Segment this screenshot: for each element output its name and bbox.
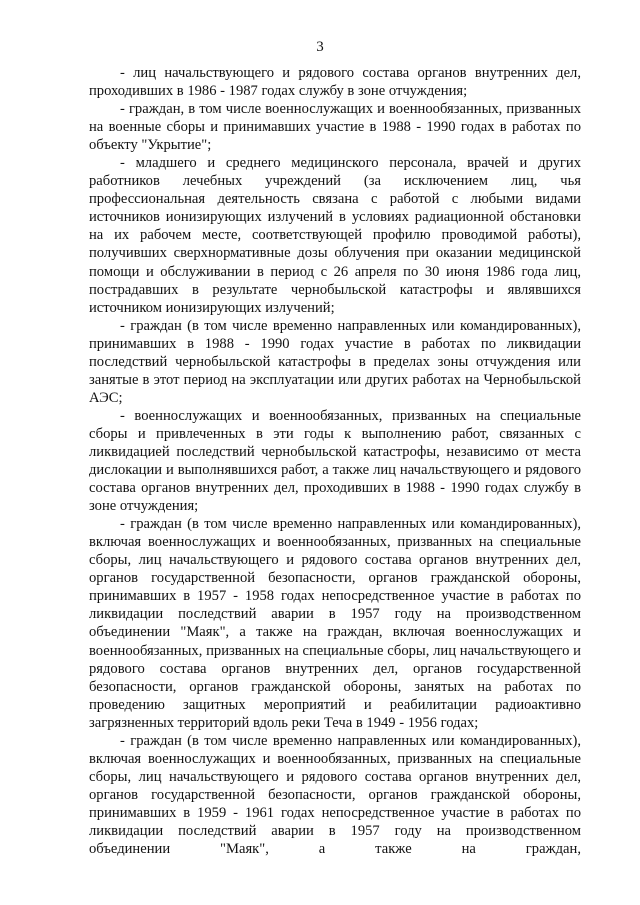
paragraph-4: - граждан (в том числе временно направленных или командированных), принимавших в 1988 - 1990 годах участие в работах по ликвидации последствий чернобыльской катастрофы в пределах зоны отчуждения или занятые в этот период на эксплуатации или других работах на Чернобыльской АЭС; xyxy=(89,317,581,406)
paragraph-3: - младшего и среднего медицинского персонала, врачей и других работников лечебных учреждений (за исключением лиц, чья профессиональная деятельность связана с работой с любыми видами источников ионизирующих излучений в условиях радиационной обстановки на их рабочем месте, соответствующей профилю проводимой работы), получивших сверхнормативные дозы облучения при оказании медицинской помощи и обслуживании в период с 26 апреля по 30 июня 1986 года лиц, пострадавших в результате чернобыльской катастрофы и являвшихся источником ионизирующих излучений; xyxy=(89,155,581,316)
paragraph-5: - военнослужащих и военнообязанных, призванных на специальные сборы и привлеченных в эти годы к выполнению работ, связанных с ликвидацией последствий чернобыльской катастрофы, независимо от места дислокации и выполнявшихся работ, а также лиц начальствующего и рядового состава органов внутренних дел, проходивших в 1988 - 1990 годах службу в зоне отчуждения; xyxy=(89,407,581,515)
paragraph-2: - граждан, в том числе военнослужащих и военнообязанных, призванных на военные сборы и принимавших участие в 1988 - 1990 годах в работах по объекту "Укрытие"; xyxy=(89,101,581,154)
paragraph-7: - граждан (в том числе временно направленных или командированных), включая военнослужащих и военнообязанных, призванных на специальные сборы, лиц начальствующего и рядового состава органов внутренних дел, органов государственной безопасности, органов гражданской обороны, принимавших в 1959 - 1961 годах непосредственное участие в работах по ликвидации последствий аварии в 1957 году на производственном объединении "Маяк", а также на граждан, xyxy=(89,732,581,858)
page-number: 3 xyxy=(316,39,324,55)
paragraph-6: - граждан (в том числе временно направленных или командированных), включая военнослужащих и военнообязанных, призванных на специальные сборы, лиц начальствующего и рядового состава органов внутренних дел, органов государственной безопасности, органов гражданской обороны, принимавших в 1957 - 1958 годах непосредственное участие в работах по ликвидации последствий аварии в 1957 году на производственном объединении "Маяк", а также на граждан, включая военнослужащих и военнообязанных, призванных на специальные сборы, лиц начальствующего и рядового состава органов внутренних дел, органов государственной безопасности, органов гражданской обороны, занятых на работах по проведению защитных мероприятий и реабилитации радиоактивно загрязненных территорий вдоль реки Теча в 1949 - 1956 годах; xyxy=(89,516,581,731)
paragraph-1: - лиц начальствующего и рядового состава органов внутренних дел, проходивших в 1986 - 1987 годах службу в зоне отчуждения; xyxy=(89,65,581,100)
document-body xyxy=(89,64,581,858)
